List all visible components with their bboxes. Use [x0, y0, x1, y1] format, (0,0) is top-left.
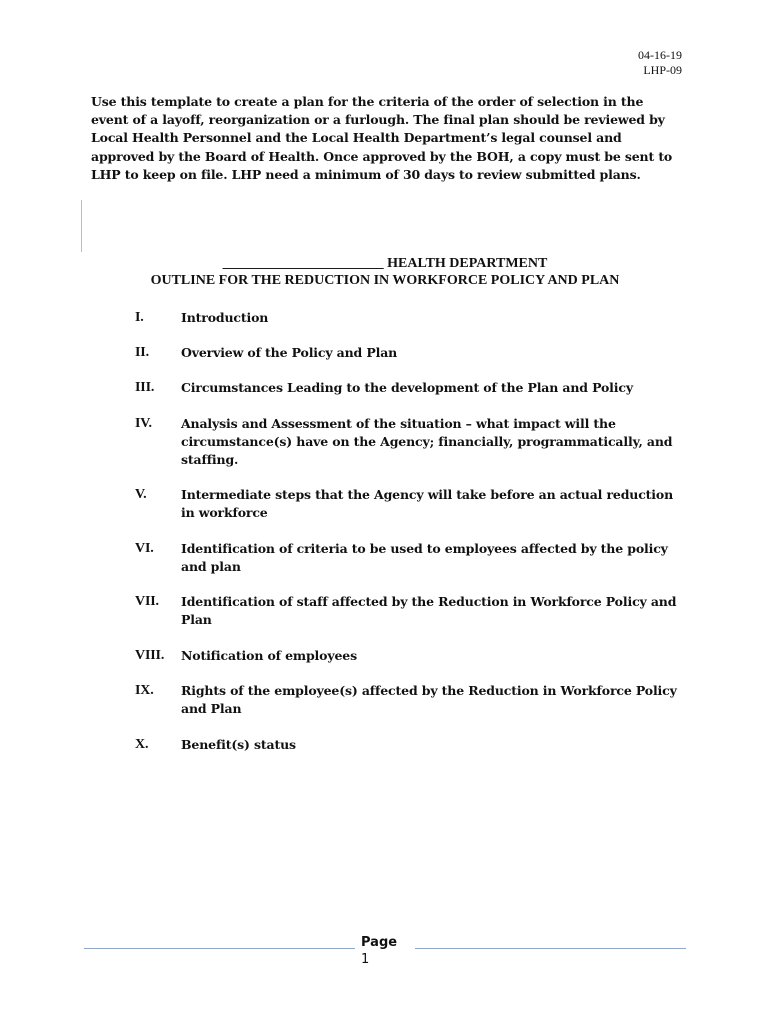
footer-page-label: Page — [361, 935, 398, 950]
header-form-code: LHP-09 — [643, 63, 682, 77]
outline-item — [135, 486, 680, 522]
outline-item-number: IV. — [135, 416, 152, 431]
outline-item — [135, 379, 680, 397]
outline-item — [135, 736, 680, 754]
outline-item — [135, 540, 680, 576]
outline-item-text: Identification of criteria to be used to employees affected by the policy and plan — [181, 541, 668, 575]
outline-item — [135, 647, 680, 665]
outline-item-text: Rights of the employee(s) affected by the Reduction in Workforce Policy and Plan — [181, 683, 677, 717]
outline-item-number: VI. — [135, 541, 154, 556]
outline-item — [135, 593, 680, 629]
margin-change-bar — [81, 200, 82, 252]
outline-item-text: Overview of the Policy and Plan — [181, 345, 398, 360]
outline-item-number: VIII. — [135, 648, 165, 663]
outline-item-text: Introduction — [181, 310, 269, 325]
outline-item-number: I. — [135, 310, 144, 325]
outline-item-text: Circumstances Leading to the development of the Plan and Policy — [181, 380, 633, 395]
outline-item-number: V. — [135, 487, 147, 502]
outline-item-text: Identification of staff affected by the Reduction in Workforce Policy and Plan — [181, 594, 677, 628]
department-title: _______________________ HEALTH DEPARTMENT — [222, 256, 548, 271]
outline-title: OUTLINE FOR THE REDUCTION IN WORKFORCE POLICY AND PLAN — [150, 273, 620, 288]
footer-rule-right — [415, 948, 686, 949]
footer-page-number: 1 — [361, 952, 370, 967]
outline-item-number: VII. — [135, 594, 159, 609]
outline-item-number: III. — [135, 380, 155, 395]
outline-item-text: Notification of employees — [181, 648, 357, 663]
footer-rule-left — [84, 948, 355, 949]
outline-item — [135, 415, 680, 470]
outline-item — [135, 309, 680, 327]
outline-item-number: II. — [135, 345, 149, 360]
outline-item-number: X. — [135, 737, 149, 752]
outline-item-text: Analysis and Assessment of the situation – what impact will the circumstance(s) have on the Agency; financially, programmatically, and staffing. — [181, 416, 673, 468]
outline-item — [135, 682, 680, 718]
outline-item-text: Benefit(s) status — [181, 737, 296, 752]
outline-item — [135, 344, 680, 362]
intro-paragraph: Use this template to create a plan for the criteria of the order of selection in the event of a layoff, reorganization or a furlough. The final plan should be reviewed by Local Health Personnel and the Local Health Department’s legal counsel and approved by the Board of Health. Once approved by the BOH, a copy must be sent to LHP to keep on file. LHP need a minimum of 30 days to review submitted plans. — [91, 94, 673, 182]
header-date: 04-16-19 — [638, 48, 682, 62]
outline-item-number: IX. — [135, 683, 154, 698]
outline-item-text: Intermediate steps that the Agency will take before an actual reduction in workforce — [181, 487, 674, 521]
